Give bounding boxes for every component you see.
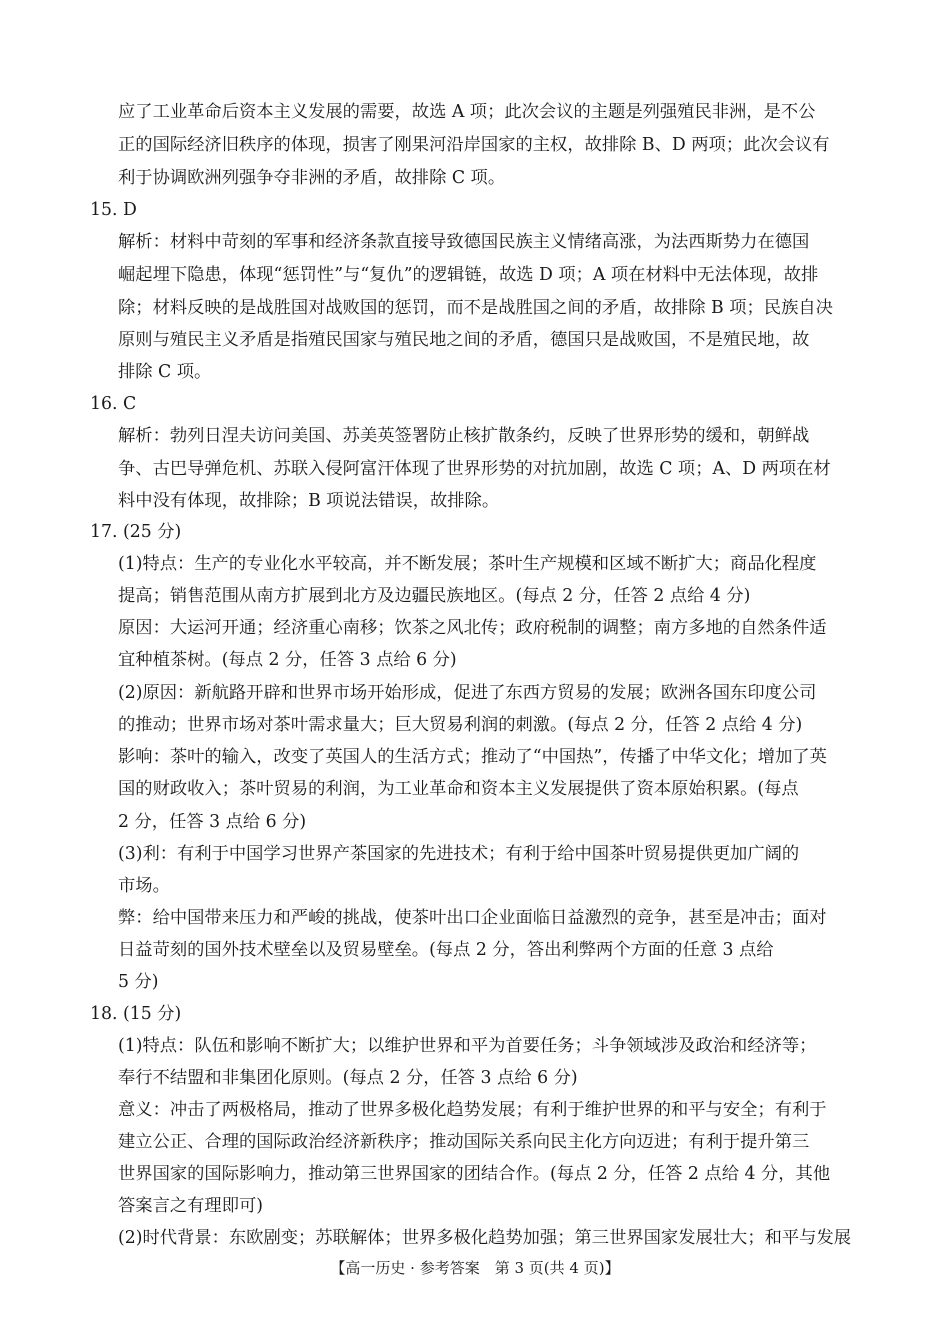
- text-line: 利于协调欧洲列强争夺非洲的矛盾，故排除 C 项。: [118, 168, 506, 188]
- question-18-heading: 18. (15 分): [90, 1004, 182, 1024]
- text-line: 解析：勃列日涅夫访问美国、苏美英签署防止核扩散条约，反映了世界形势的缓和，朝鲜战: [118, 426, 810, 446]
- question-17-heading: 17. (25 分): [90, 522, 182, 542]
- text-line: 提高；销售范围从南方扩展到北方及边疆民族地区。(每点 2 分，任答 2 点给 4 分): [118, 586, 751, 606]
- text-line: 争、古巴导弹危机、苏联入侵阿富汗体现了世界形势的对抗加剧，故选 C 项；A、D 两项在材: [118, 459, 831, 479]
- text-line: 的推动；世界市场对茶叶需求量大；巨大贸易利润的刺激。(每点 2 分，任答 2 点给 4 分): [118, 715, 803, 735]
- text-line: 答案言之有理即可): [118, 1196, 263, 1216]
- text-line: 国的财政收入；茶叶贸易的利润，为工业革命和资本主义发展提供了资本原始积累。(每点: [118, 779, 799, 799]
- text-line: 日益苛刻的国外技术壁垒以及贸易壁垒。(每点 2 分，答出利弊两个方面的任意 3 点给: [118, 940, 774, 960]
- text-line: 应了工业革命后资本主义发展的需要，故选 A 项；此次会议的主题是列强殖民非洲，是不公: [118, 102, 816, 122]
- text-line: 排除 C 项。: [118, 362, 212, 382]
- text-line: 解析：材料中苛刻的军事和经济条款直接导致德国民族主义情绪高涨，为法西斯势力在德国: [118, 232, 810, 252]
- text-line: 弊：给中国带来压力和严峻的挑战，使茶叶出口企业面临日益激烈的竞争，甚至是冲击；面对: [118, 908, 827, 928]
- text-line: 正的国际经济旧秩序的体现，损害了刚果河沿岸国家的主权，故排除 B、D 两项；此次会议有: [118, 135, 830, 155]
- text-line: (1)特点：生产的专业化水平较高，并不断发展；茶叶生产规模和区域不断扩大；商品化程度: [118, 554, 817, 574]
- text-line: 崛起埋下隐患，体现“惩罚性”与“复仇”的逻辑链，故选 D 项；A 项在材料中无法体现，故排: [118, 265, 819, 285]
- text-line: (2)原因：新航路开辟和世界市场开始形成，促进了东西方贸易的发展；欧洲各国东印度公司: [118, 683, 817, 703]
- text-line: 奉行不结盟和非集团化原则。(每点 2 分，任答 3 点给 6 分): [118, 1068, 578, 1088]
- text-line: 影响：茶叶的输入，改变了英国人的生活方式；推动了“中国热”，传播了中华文化；增加了英: [118, 747, 827, 767]
- text-line: (1)特点：队伍和影响不断扩大；以维护世界和平为首要任务；斗争领域涉及政治和经济等；: [118, 1036, 817, 1056]
- text-line: 原则与殖民主义矛盾是指殖民国家与殖民地之间的矛盾，德国只是战败国，不是殖民地，故: [118, 330, 810, 350]
- text-line: (2)时代背景：东欧剧变；苏联解体；世界多极化趋势加强；第三世界国家发展壮大；和平与发展: [118, 1228, 852, 1248]
- text-line: 宜种植茶树。(每点 2 分，任答 3 点给 6 分): [118, 650, 457, 670]
- text-line: 原因：大运河开通；经济重心南移；饮茶之风北传；政府税制的调整；南方多地的自然条件适: [118, 618, 827, 638]
- text-line: 2 分，任答 3 点给 6 分): [118, 812, 307, 832]
- text-line: (3)利：有利于中国学习世界产茶国家的先进技术；有利于给中国茶叶贸易提供更加广阔的: [118, 844, 800, 864]
- text-line: 料中没有体现，故排除；B 项说法错误，故排除。: [118, 491, 500, 511]
- question-16-heading: 16. C: [90, 394, 137, 414]
- text-line: 市场。: [118, 876, 170, 896]
- text-line: 5 分): [118, 972, 159, 992]
- page-footer: 【高一历史 · 参考答案 第 3 页(共 4 页)】: [330, 1259, 620, 1277]
- text-line: 世界国家的国际影响力，推动第三世界国家的团结合作。(每点 2 分，任答 2 点给 4 分，其他: [118, 1164, 831, 1184]
- text-line: 除；材料反映的是战胜国对战败国的惩罚，而不是战胜国之间的矛盾，故排除 B 项；民族自决: [118, 298, 833, 318]
- text-line: 建立公正、合理的国际政治经济新秩序；推动国际关系向民主化方向迈进；有利于提升第三: [118, 1132, 810, 1152]
- question-15-heading: 15. D: [90, 200, 137, 220]
- text-line: 意义：冲击了两极格局，推动了世界多极化趋势发展；有利于维护世界的和平与安全；有利于: [118, 1100, 827, 1120]
